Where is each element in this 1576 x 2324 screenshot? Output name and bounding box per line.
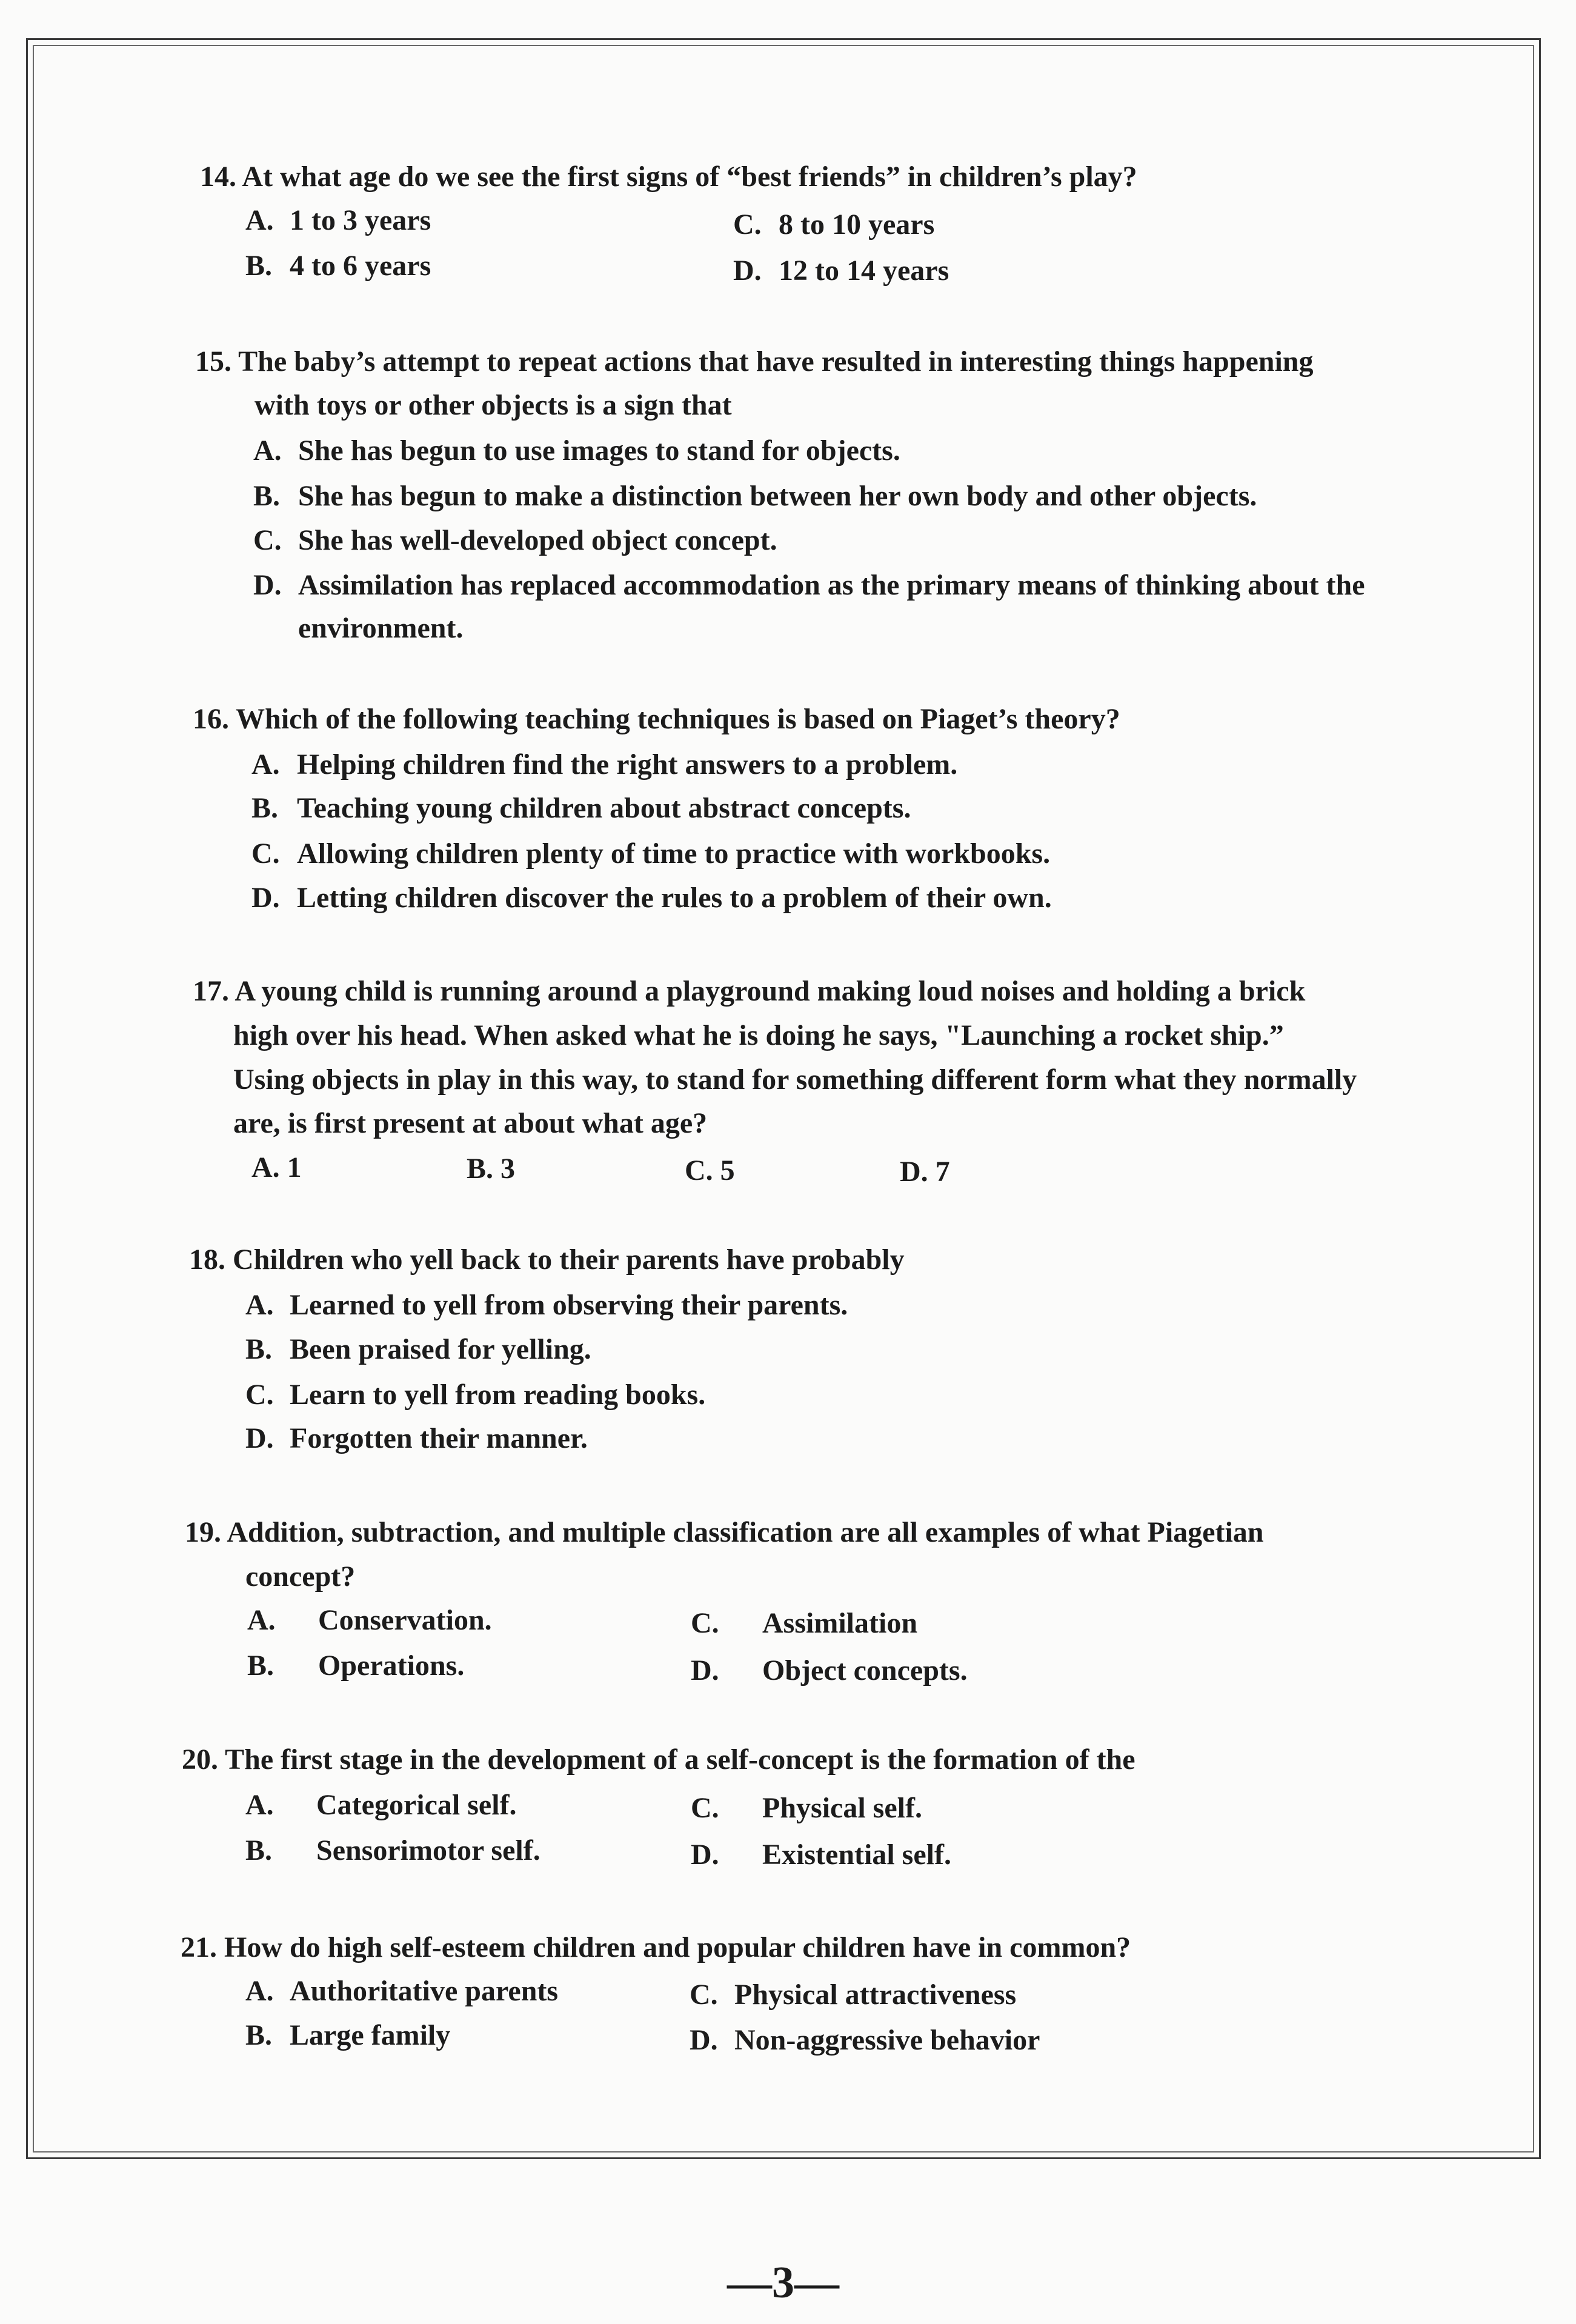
question-stem: 21. How do high self-esteem children and popular children have in common? — [181, 1931, 1131, 1963]
option-letter: B. — [245, 2019, 273, 2051]
option-text: Assimilation has replaced accommodation as the primary means of thinking about the — [298, 569, 1365, 601]
option-text: 4 to 6 years — [290, 250, 431, 282]
option-letter: A. — [245, 1789, 274, 1821]
option-letter: D. — [691, 1839, 719, 1871]
option-letter: B. — [247, 1650, 274, 1682]
option-text: Physical self. — [762, 1792, 922, 1824]
question-stem: 18. Children who yell back to their parents have probably — [189, 1244, 905, 1276]
option-text: She has begun to make a distinction between her own body and other objects. — [298, 480, 1257, 512]
option-text: Helping children find the right answers to a problem. — [297, 748, 958, 781]
option-text: Operations. — [318, 1650, 465, 1682]
option-letter: C. — [691, 1792, 719, 1824]
option-letter: D. — [251, 882, 280, 914]
question-stem: 20. The first stage in the development of a self-concept is the formation of the — [182, 1743, 1135, 1776]
option-text: Large family — [290, 2019, 451, 2051]
option-letter: B. — [245, 1834, 273, 1866]
option-letter: A. — [245, 1975, 274, 2007]
question-stem: 16. Which of the following teaching techniques is based on Piaget’s theory? — [193, 703, 1120, 735]
option-text-continued: environment. — [298, 612, 464, 644]
option-letter: C. — [245, 1379, 274, 1411]
option-label: B. 3 — [467, 1153, 516, 1185]
option-letter: A. — [251, 748, 280, 781]
option-text: Teaching young children about abstract concepts. — [297, 792, 911, 824]
option-label: C. 5 — [685, 1154, 735, 1187]
question-stem: are, is first present at about what age? — [233, 1107, 708, 1139]
option-letter: C. — [691, 1607, 719, 1639]
option-text: Physical attractiveness — [734, 1979, 1017, 2011]
option-text: Object concepts. — [762, 1654, 968, 1686]
option-text: Categorical self. — [316, 1789, 517, 1821]
option-letter: A. — [247, 1604, 276, 1636]
question-stem: concept? — [245, 1560, 356, 1593]
question-stem: 17. A young child is running around a playground making loud noises and holding a brick — [193, 975, 1306, 1007]
option-text: Authoritative parents — [290, 1975, 559, 2007]
page-number: —3— — [727, 2258, 839, 2308]
option-letter: A. — [253, 435, 282, 467]
option-letter: D. — [690, 2024, 718, 2056]
option-text: Allowing children plenty of time to practice with workbooks. — [297, 837, 1051, 870]
option-letter: B. — [245, 250, 273, 282]
question-stem: 14. At what age do we see the first signs of “best friends” in children’s play? — [200, 161, 1137, 193]
option-text: Sensorimotor self. — [316, 1834, 540, 1866]
option-letter: C. — [733, 208, 762, 241]
question-stem: with toys or other objects is a sign that — [254, 389, 732, 421]
option-label: D. 7 — [900, 1156, 950, 1188]
option-text: 8 to 10 years — [779, 208, 935, 241]
option-letter: C. — [253, 524, 282, 556]
option-letter: A. — [245, 204, 274, 236]
option-text: She has well-developed object concept. — [298, 524, 777, 556]
option-text: 1 to 3 years — [290, 204, 431, 236]
option-letter: D. — [691, 1654, 719, 1686]
question-stem: 15. The baby’s attempt to repeat actions that have resulted in interesting things happening — [195, 345, 1314, 378]
option-letter: B. — [253, 480, 281, 512]
option-letter: D. — [733, 255, 762, 287]
question-stem: Using objects in play in this way, to stand for something different form what they normally — [233, 1064, 1357, 1096]
option-text: Learned to yell from observing their parents. — [290, 1289, 848, 1321]
option-letter: C. — [690, 1979, 718, 2011]
option-text: Been praised for yelling. — [290, 1333, 591, 1365]
option-text: Learn to yell from reading books. — [290, 1379, 706, 1411]
option-text: Non-aggressive behavior — [734, 2024, 1040, 2056]
option-letter: B. — [245, 1333, 273, 1365]
option-text: Conservation. — [318, 1604, 492, 1636]
option-letter: C. — [251, 837, 280, 870]
option-label: A. 1 — [251, 1151, 302, 1184]
option-letter: A. — [245, 1289, 274, 1321]
option-letter: B. — [251, 792, 279, 824]
option-text: Assimilation — [762, 1607, 918, 1639]
option-text: She has begun to use images to stand for objects. — [298, 435, 900, 467]
option-text: 12 to 14 years — [779, 255, 949, 287]
question-stem: 19. Addition, subtraction, and multiple classification are all examples of what Piagetian — [185, 1516, 1264, 1548]
option-letter: D. — [245, 1422, 274, 1454]
question-stem: high over his head. When asked what he is doing he says, "Launching a rocket ship.” — [233, 1019, 1284, 1051]
option-letter: D. — [253, 569, 282, 601]
option-text: Forgotten their manner. — [290, 1422, 588, 1454]
option-text: Letting children discover the rules to a problem of their own. — [297, 882, 1052, 914]
option-text: Existential self. — [762, 1839, 951, 1871]
